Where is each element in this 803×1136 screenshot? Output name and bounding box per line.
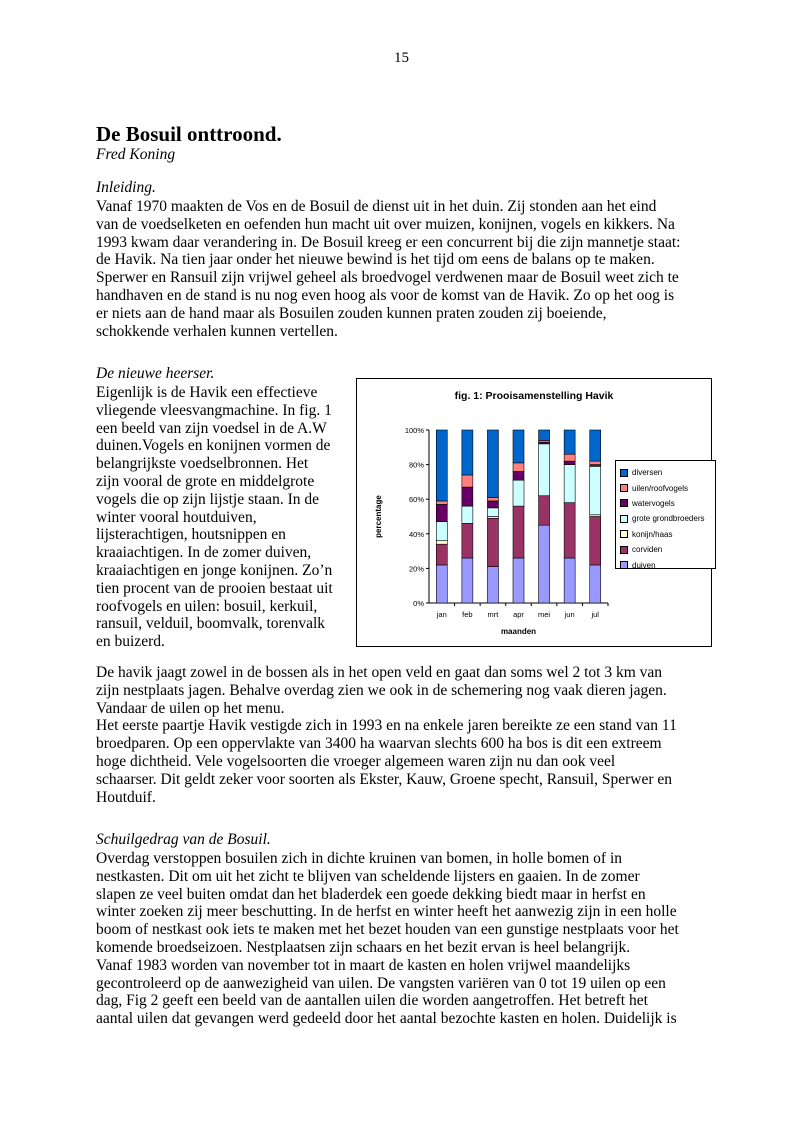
legend-item: [620, 511, 715, 526]
legend-swatch: [620, 515, 628, 523]
bar-segment-corviden: [564, 503, 575, 558]
bar-segment-uilen-roofvogels: [590, 461, 601, 464]
chart-legend: [615, 460, 716, 569]
legend-swatch: [620, 530, 628, 538]
bar-segment-grote-grondbroeders: [487, 508, 498, 517]
bar-segment-watervogels: [513, 472, 524, 481]
bar-segment-uilen-roofvogels: [487, 497, 498, 500]
bar-segment-grote-grondbroeders: [462, 506, 473, 523]
legend-label: uilen/roofvogels: [632, 483, 689, 493]
bar-segment-corviden: [590, 517, 601, 565]
x-tick-label: jan: [436, 610, 447, 619]
bar-segment-diversen: [462, 430, 473, 475]
section-heading-schuilgedrag: Schuilgedrag van de Bosuil.: [96, 831, 271, 848]
bar-segment-duiven: [564, 558, 575, 603]
legend-item: [620, 465, 715, 480]
y-tick-label: 80%: [408, 460, 424, 470]
y-tick-label: 40%: [408, 529, 424, 539]
bar-segment-konijn-haas: [436, 541, 447, 544]
bar-segment-duiven: [462, 558, 473, 603]
bar-segment-grote-grondbroeders: [513, 480, 524, 506]
x-tick-label: mei: [538, 610, 551, 619]
legend-label: watervogels: [632, 498, 675, 508]
bar-segment-corviden: [436, 544, 447, 565]
bar-segment-uilen-roofvogels: [436, 501, 447, 504]
legend-item: [620, 496, 715, 511]
article-title: De Bosuil onttroond.: [96, 122, 282, 146]
article-author: Fred Koning: [96, 146, 176, 163]
bar-segment-diversen: [564, 430, 575, 454]
y-tick-label: 100%: [404, 426, 424, 435]
bar-segment-diversen: [436, 430, 447, 501]
legend-label: grote grondbroeders: [632, 514, 705, 524]
bar-segment-watervogels: [436, 504, 447, 521]
legend-label: duiven: [632, 560, 656, 570]
bar-segment-corviden: [513, 506, 524, 558]
bar-segment-corviden: [462, 523, 473, 558]
bar-segment-corviden: [539, 496, 550, 525]
figure-1-chart: [356, 378, 712, 647]
bar-segment-diversen: [590, 430, 601, 461]
bar-segment-grote-grondbroeders: [436, 522, 447, 541]
y-tick-label: 60%: [408, 495, 424, 505]
x-axis-label: maanden: [500, 627, 537, 636]
x-tick-label: feb: [462, 610, 473, 619]
legend-label: corviden: [632, 545, 663, 555]
legend-item: [620, 557, 715, 572]
bar-segment-watervogels: [564, 461, 575, 464]
legend-item: [620, 542, 715, 557]
bar-segment-uilen-roofvogels: [564, 454, 575, 461]
bar-segment-duiven: [513, 558, 524, 603]
bar-segment-duiven: [590, 565, 601, 603]
paragraph-inleiding: Vanaf 1970 maakten de Vos en de Bosuil de dienst uit in het duin. Zij stonden aan het eind van de voedselketen en oefenden hun macht uit over muizen, konijnen, vogels en kikkers. Na 1993 kwam daar verandering in. De Bosuil kreeg er een concurrent bij die zijn mannetje staat: de Havik. Na tien jaar onder het nieuwe bewind is het tijd om eens de balans op te maken. Sperwer en Ransuil zijn vrijwel geheel als broedvogel verdwenen maar de Bosuil weet zich te handhaven en de stand is nu nog even hoog als voor de komst van de Havik. Zo op het oog is er niets aan de hand maar als Bosuilen zouden kunnen praten zouden zij boeiende, schokkende verhalen kunnen vertellen.: [96, 198, 681, 340]
bar-segment-grote-grondbroeders: [539, 444, 550, 496]
bar-segment-duiven: [487, 567, 498, 603]
section-heading-inleiding: Inleiding.: [96, 179, 156, 196]
legend-item: [620, 480, 715, 495]
y-axis-label: percentage: [374, 495, 383, 538]
legend-swatch: [620, 484, 628, 492]
bar-segment-watervogels: [487, 501, 498, 508]
bar-segment-diversen: [539, 430, 550, 440]
x-tick-label: apr: [513, 610, 524, 619]
section-heading-nieuwe-heerser: De nieuwe heerser.: [96, 365, 215, 382]
bar-segment-duiven: [539, 525, 550, 603]
bar-segment-diversen: [513, 430, 524, 463]
legend-swatch: [620, 546, 628, 554]
legend-label: konijn/haas: [632, 529, 673, 539]
paragraph-schuilgedrag: Overdag verstoppen bosuilen zich in dichte kruinen van bomen, in holle bomen of in nestkasten. Dit om uit het zicht te blijven van scheldende lijsters en gaaien. In de zomer slapen ze veel buiten omdat dan het bladerdek een goede dekking biedt maar in herfst en winter zoeken zij meer beschutting. In de herfst en winter heeft het aanwezig zijn in een holle boom of nestkast ook iets te maken met het bezet houden van een gunstige nestplaats voor het komende broedseizoen. Nestplaatsen zijn schaars en het bezit ervan is heel belangrijk. Vanaf 1983 worden van november tot in maart de kasten en holen vrijwel maandelijks gecontroleerd op de aanwezigheid van uilen. De vangsten variëren van 0 tot 19 uilen op een dag, Fig 2 geeft een beeld van de aantallen uilen die worden aangetroffen. Het betreft het aantal uilen dat gevangen werd gedeeld door het aantal bezochte kasten en holen. Duidelijk is: [96, 850, 679, 1028]
bar-segment-watervogels: [462, 487, 473, 506]
legend-swatch: [620, 499, 628, 507]
x-tick-label: jun: [564, 610, 575, 619]
y-tick-label: 20%: [408, 564, 424, 574]
x-tick-label: mrt: [487, 610, 499, 619]
chart-title: fig. 1: Prooisamenstelling Havik: [454, 390, 614, 402]
paragraph-nieuwe-heerser-narrow: Eigenlijk is de Havik een effectieve vliegende vleesvangmachine. In fig. 1 een beeld van zijn voedsel in de A.W duinen.Vogels en konijnen vormen de belangrijkste voedselbronnen. Het zijn vooral de grote en middelgrote vogels die op zijn lijstje staan. In de winter vooral houtduiven, lijsterachtigen, houtsnippen en kraaiachtigen. In de zomer duiven, kraaiachtigen en jonge konijnen. Zo’n tien procent van de prooien bestaat uit roofvogels en uilen: bosuil, kerkuil, ransuil, velduil, boomvalk, torenvalk en buizerd.: [96, 384, 333, 651]
bar-segment-diversen: [487, 430, 498, 497]
legend-swatch: [620, 469, 628, 477]
bar-segment-uilen-roofvogels: [462, 475, 473, 487]
legend-label: diversen: [632, 468, 663, 478]
paragraph-nieuwe-heerser-wide: De havik jaagt zowel in de bossen als in het open veld en gaat dan soms wel 2 tot 3 km van zijn nestplaats jagen. Behalve overdag zien we ook in de schemering nog vaak dieren jagen. Vandaar de uilen op het menu. Het eerste paartje Havik vestigde zich in 1993 en na enkele jaren bereikte ze een stand van 11 broedparen. Op een oppervlakte van 3400 ha waarvan slechts 600 ha bos is dit een extreem hoge dichtheid. Vele vogelsoorten die vroeger algemeen waren zijn nu dan ook veel schaarser. Dit geldt zeker voor soorten als Ekster, Kauw, Groene specht, Ransuil, Sperwer en Houtduif.: [96, 664, 677, 806]
legend-item: [620, 527, 715, 542]
legend-swatch: [620, 561, 628, 569]
y-tick-label: 0%: [413, 599, 424, 608]
page-number: 15: [394, 50, 409, 66]
bar-segment-grote-grondbroeders: [564, 465, 575, 503]
bar-segment-corviden: [487, 518, 498, 566]
x-tick-label: jul: [591, 610, 599, 619]
bar-segment-uilen-roofvogels: [513, 463, 524, 472]
bar-segment-grote-grondbroeders: [590, 466, 601, 514]
bar-segment-duiven: [436, 565, 447, 603]
